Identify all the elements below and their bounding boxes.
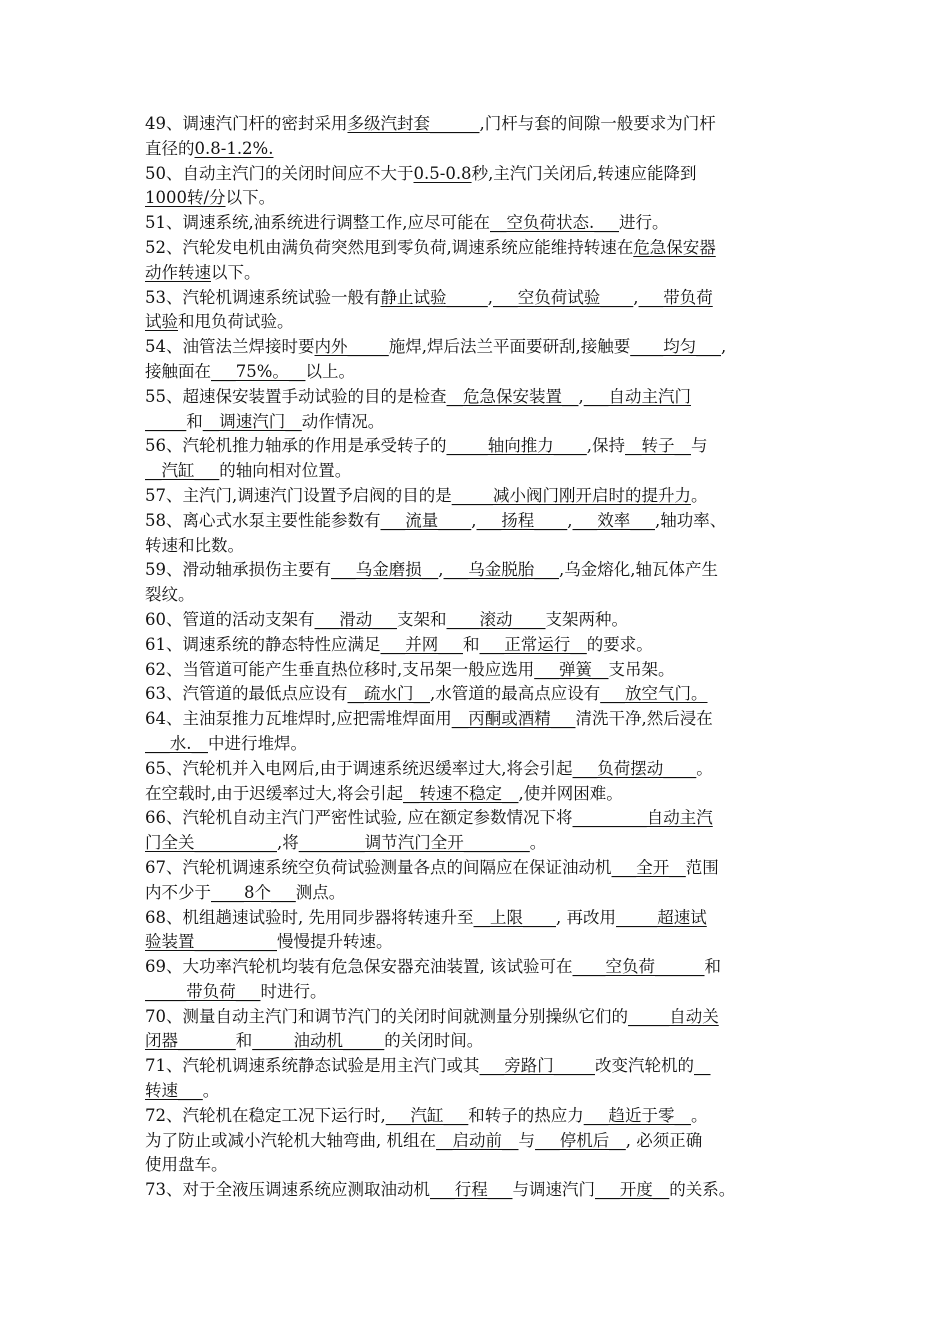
answer-blank: ___放空气门。 <box>600 684 708 704</box>
question-text: ,保持 <box>586 436 625 456</box>
answer-blank: __ <box>694 1056 711 1076</box>
answer-blank: 门全关__________ <box>145 833 277 853</box>
text-line <box>145 558 810 583</box>
text-line <box>145 732 810 757</box>
question-text: 中进行堆焊。 <box>208 733 307 753</box>
question-text: 以下。 <box>225 188 276 208</box>
answer-blank: ___带负荷 <box>638 287 713 307</box>
text-line <box>145 1079 810 1104</box>
question-text: 与 <box>691 436 708 456</box>
answer-blank: ___乌金磨损__ <box>331 560 439 580</box>
question-text: 和甩负荷试验。 <box>178 312 294 332</box>
answer-blank: ___停机后__ <box>535 1130 626 1150</box>
answer-blank: __调速汽门__ <box>202 411 302 431</box>
answer-blank: __疏水门__ <box>347 684 430 704</box>
answer-blank: _____ <box>145 411 187 431</box>
question-text: 秒,主汽门关闭后,转速应能降到 <box>471 163 697 183</box>
answer-blank: ___弹簧__ <box>534 659 609 679</box>
text-line <box>145 162 810 187</box>
question-text: 进行。 <box>619 213 669 233</box>
question-text: 与调速汽门 <box>512 1180 595 1200</box>
question-text: 转速和比数。 <box>145 535 244 555</box>
question-text: 71、汽轮机调速系统静态试验是用主汽门或其 <box>145 1056 480 1076</box>
text-line <box>145 1153 810 1178</box>
question-text: , <box>721 337 727 357</box>
answer-blank: ____空负荷______ <box>572 957 705 977</box>
question-text: , 必须正确 <box>625 1130 703 1150</box>
answer-blank: ___效率___ <box>572 510 655 530</box>
question-text: 时进行。 <box>260 981 327 1001</box>
answer-blank: 1000转/分 <box>145 188 226 208</box>
question-text: , <box>438 560 444 580</box>
document-body <box>145 112 810 1203</box>
question-text: 接触面在 <box>145 361 211 381</box>
answer-blank: _________自动主汽 <box>572 808 713 828</box>
question-text: 清洗干净,然后浸在 <box>575 709 713 729</box>
question-text: 的关闭时间。 <box>384 1031 484 1051</box>
text-line <box>145 186 810 211</box>
answer-blank: ___空负荷试验____ <box>493 287 634 307</box>
question-text: 63、汽管道的最低点应设有 <box>145 684 348 704</box>
question-text: 改变汽轮机的 <box>595 1056 694 1076</box>
question-text: 66、汽轮机自动主汽门严密性试验, 应在额定参数情况下将 <box>145 808 573 828</box>
answer-blank: 转速___ <box>145 1081 203 1101</box>
text-line <box>145 360 810 385</box>
question-text: 与 <box>518 1130 535 1150</box>
text-line <box>145 112 810 137</box>
text-line <box>145 1054 810 1079</box>
text-line <box>145 236 810 261</box>
question-text: 50、自动主汽门的关闭时间应不大于 <box>145 163 414 183</box>
question-text: 53、汽轮机调速系统试验一般有 <box>145 287 381 307</box>
answer-blank: 静止试验_____ <box>380 287 488 307</box>
answer-blank: __上限____ <box>473 907 556 927</box>
question-text: 。 <box>529 833 547 853</box>
question-text: 49、调速汽门杆的密封采用 <box>145 114 348 133</box>
text-line <box>145 658 810 683</box>
question-text: 支吊架。 <box>608 659 675 679</box>
answer-blank: 闭器_______ <box>145 1031 236 1051</box>
text-line <box>145 310 810 335</box>
question-text: 62、当管道可能产生垂直热位移时,支吊架一般应选用 <box>145 659 535 679</box>
question-text: 58、离心式水泵主要性能参数有 <box>145 510 381 530</box>
answer-blank: ___自动主汽门 <box>583 386 691 406</box>
answer-blank: 验装置__________ <box>145 932 277 952</box>
answer-blank: 多级汽封套______ <box>347 114 480 133</box>
text-line <box>145 806 810 831</box>
question-text: 70、测量自动主汽门和调节汽门的关闭时间就测量分别操纵它们的 <box>145 1006 628 1026</box>
question-text: 。 <box>691 1105 708 1125</box>
question-text: , <box>471 510 477 530</box>
text-line <box>145 608 810 633</box>
text-line <box>145 1178 810 1203</box>
text-line <box>145 1005 810 1030</box>
text-line <box>145 757 810 782</box>
question-text: ,水管道的最高点应设有 <box>430 684 601 704</box>
answer-blank: _____带负荷___ <box>145 981 261 1001</box>
question-text: 。 <box>696 758 713 778</box>
question-text: 73、对于全液压调速系统应测取油动机 <box>145 1180 430 1200</box>
text-line <box>145 633 810 658</box>
question-text: ,轴功率、 <box>655 510 727 530</box>
question-text: 和 <box>235 1031 253 1051</box>
question-text: 支架两种。 <box>545 609 628 629</box>
question-text: 测点。 <box>295 882 346 902</box>
answer-blank: ___开度__ <box>595 1180 670 1200</box>
question-text: 直径的 <box>145 138 195 158</box>
text-line <box>145 459 810 484</box>
question-text: 和 <box>704 957 721 977</box>
text-line <box>145 286 810 311</box>
answer-blank: ___扬程____ <box>476 510 568 530</box>
question-text: ,门杆与套的间隙一般要求为门杆 <box>479 114 716 133</box>
question-text: , <box>633 287 639 307</box>
answer-blank: ___流量____ <box>380 510 472 530</box>
answer-blank: __危急保安装置__ <box>446 386 579 406</box>
answer-blank: __空负荷状态.___ <box>490 213 619 233</box>
question-text: , 再改用 <box>556 907 616 927</box>
answer-blank: __汽缸___ <box>145 461 220 481</box>
question-text: 59、滑动轴承损伤主要有 <box>145 560 331 580</box>
question-text: ,乌金熔化,轴瓦体产生 <box>559 560 718 580</box>
question-text: 的关系。 <box>669 1180 736 1200</box>
answer-blank: 危急保安器 <box>633 237 716 257</box>
question-text: 和 <box>186 411 203 431</box>
text-line <box>145 1029 810 1054</box>
question-text: 裂纹。 <box>145 585 195 605</box>
question-text: 施焊,焊后法兰平面要研刮,接触要 <box>388 337 631 357</box>
text-line <box>145 385 810 410</box>
answer-blank: ___全开__ <box>611 857 686 877</box>
answer-blank: ___水.__ <box>145 733 208 753</box>
question-text: 65、汽轮机并入电网后,由于调速系统迟缓率过大,将会引起 <box>145 758 573 778</box>
text-line <box>145 534 810 559</box>
answer-blank: ___汽缸___ <box>385 1105 469 1125</box>
answer-blank: _____轴向推力____ <box>446 436 587 456</box>
text-line <box>145 856 810 881</box>
question-text: 51、调速系统,油系统进行调整工作,应尽可能在 <box>145 213 490 233</box>
answer-blank: 动作转速 <box>145 262 211 282</box>
question-text: , <box>567 510 573 530</box>
question-text: 64、主油泵推力瓦堆焊时,应把需堆焊面用 <box>145 709 452 729</box>
text-line <box>145 831 810 856</box>
answer-blank: ___并网___ <box>380 634 463 654</box>
question-text: 的要求。 <box>586 634 653 654</box>
answer-blank: _____超速试 <box>616 907 707 927</box>
text-line <box>145 707 810 732</box>
text-line <box>145 980 810 1005</box>
answer-blank: ___75%。__ <box>211 361 306 381</box>
answer-blank: ________调节汽门全开________ <box>298 833 530 853</box>
question-text: 使用盘车。 <box>145 1155 228 1175</box>
answer-blank: 0.5-0.8 <box>413 163 472 183</box>
question-text: 动作情况。 <box>301 411 385 431</box>
question-text: 67、汽轮机调速系统空负荷试验测量各点的间隔应在保证油动机 <box>145 857 612 877</box>
question-text: , <box>578 386 584 406</box>
answer-blank: ___滑动___ <box>314 609 397 629</box>
text-line <box>145 484 810 509</box>
text-line <box>145 881 810 906</box>
answer-blank: _____油动机_____ <box>252 1031 385 1051</box>
text-line <box>145 211 810 236</box>
question-text: 55、超速保安装置手动试验的目的是检查 <box>145 386 447 406</box>
answer-blank: ___正常运行__ <box>479 634 587 654</box>
text-line <box>145 137 810 162</box>
text-line <box>145 583 810 608</box>
answer-blank: __丙酮或酒精___ <box>451 709 576 729</box>
text-line <box>145 1104 810 1129</box>
question-text: 。 <box>202 1081 220 1101</box>
question-text: 72、汽轮机在稳定工况下运行时, <box>145 1105 386 1125</box>
question-text: 慢慢提升转速。 <box>277 932 393 952</box>
answer-blank: ____均匀___ <box>630 337 721 357</box>
question-text: 和转子的热应力 <box>468 1105 584 1125</box>
text-line <box>145 434 810 459</box>
answer-blank: 试验 <box>145 312 178 332</box>
question-text: 68、机组趟速试验时, 先用同步器将转速升至 <box>145 907 474 927</box>
answer-blank: _____自动关 <box>628 1006 719 1026</box>
answer-blank: ___行程___ <box>430 1180 513 1200</box>
question-text: 以下。 <box>211 262 261 282</box>
answer-blank: _____减小阀门刚开启时的提升力 <box>451 485 691 505</box>
text-line <box>145 509 810 534</box>
answer-blank: __转子__ <box>625 436 691 456</box>
question-text: 的轴向相对位置。 <box>219 461 352 481</box>
question-text: 以上。 <box>305 361 355 381</box>
answer-blank: ___乌金脱胎___ <box>443 560 559 580</box>
question-text: 52、汽轮发电机由满负荷突然甩到零负荷,调速系统应能维持转速在 <box>145 237 634 257</box>
answer-blank: ___旁路门_____ <box>479 1056 595 1076</box>
question-text: 69、大功率汽轮机均装有危急保安器充油装置, 该试验可在 <box>145 957 573 977</box>
text-line <box>145 930 810 955</box>
answer-blank: 0.8-1.2%. <box>194 138 274 158</box>
text-line <box>145 335 810 360</box>
answer-blank: ____滚动____ <box>446 609 546 629</box>
question-text: 54、油管法兰焊接时要 <box>145 337 315 357</box>
text-line <box>145 782 810 807</box>
text-line <box>145 261 810 286</box>
text-line <box>145 906 810 931</box>
text-line <box>145 682 810 707</box>
text-line <box>145 410 810 435</box>
question-text: 57、主汽门,调速汽门设置予启阀的目的是 <box>145 485 452 505</box>
answer-blank: 内外_____ <box>314 337 389 357</box>
question-text: 。 <box>691 485 708 505</box>
question-text: 和 <box>463 634 480 654</box>
question-text: 范围 <box>685 857 719 877</box>
question-text: ,将 <box>277 833 299 853</box>
text-line <box>145 1129 810 1154</box>
question-text: 在空载时,由于迟缓率过大,将会引起 <box>145 783 403 803</box>
question-text: 支架和 <box>397 609 447 629</box>
question-text: 内不少于 <box>145 882 211 902</box>
question-text: 61、调速系统的静态特性应满足 <box>145 634 381 654</box>
answer-blank: ___负荷摆动____ <box>572 758 697 778</box>
question-text: , <box>487 287 493 307</box>
question-text: ,使并网困难。 <box>518 783 623 803</box>
question-text: 56、汽轮机推力轴承的作用是承受转子的 <box>145 436 447 456</box>
answer-blank: ____8个___ <box>211 882 296 902</box>
answer-blank: ___趋近于零__ <box>583 1105 691 1125</box>
question-text: 为了防止或减小汽轮机大轴弯曲, 机组在 <box>145 1130 436 1150</box>
answer-blank: __启动前__ <box>436 1130 519 1150</box>
answer-blank: __转速不稳定__ <box>403 783 519 803</box>
text-line <box>145 955 810 980</box>
question-text: 60、管道的活动支架有 <box>145 609 315 629</box>
